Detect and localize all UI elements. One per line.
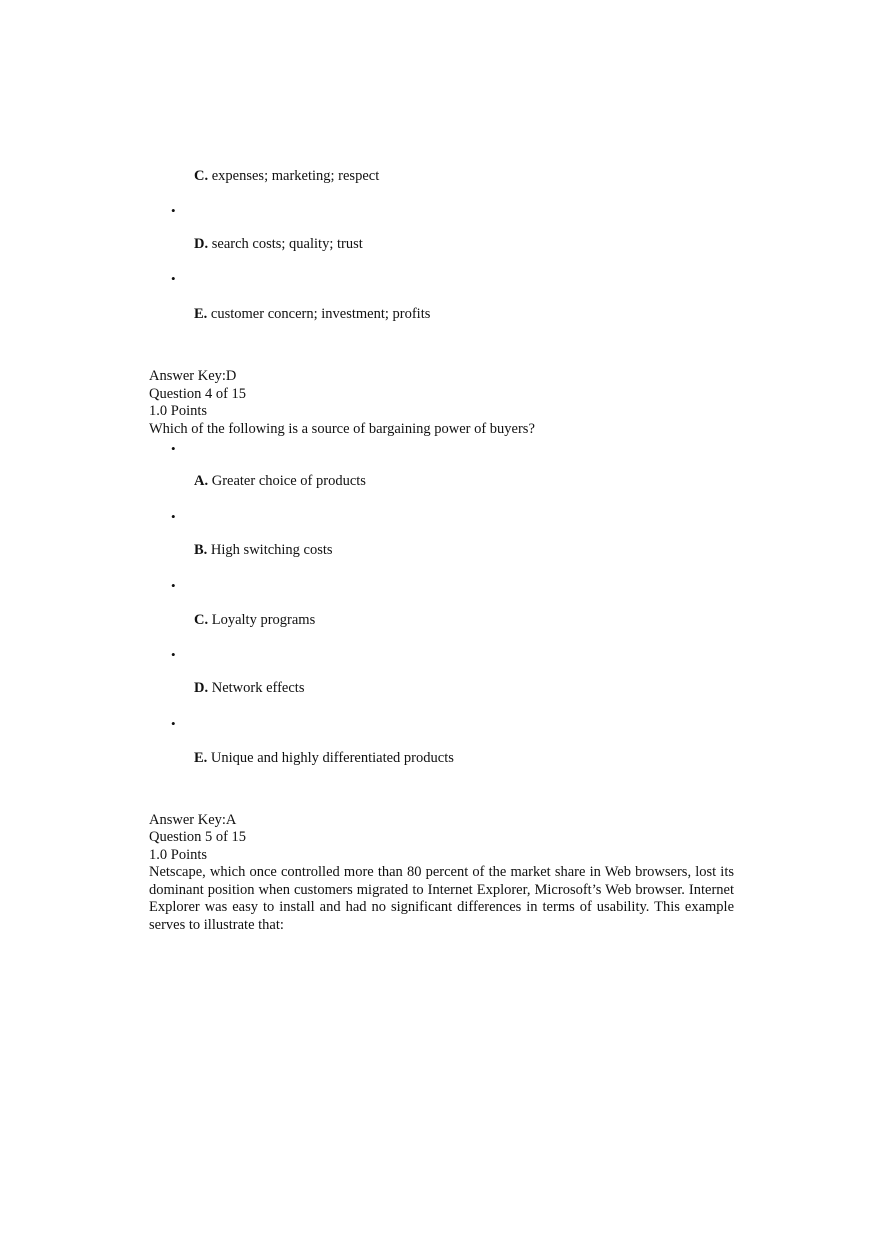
option-letter: D. bbox=[194, 680, 209, 696]
q3-option-d bbox=[194, 235, 363, 253]
q5-number: Question 5 of 15 bbox=[149, 829, 247, 845]
option-text: Unique and highly differentiated products bbox=[207, 750, 454, 766]
q4-number: Question 4 of 15 bbox=[149, 386, 247, 402]
option-letter: E. bbox=[194, 750, 208, 766]
q5-points: 1.0 Points bbox=[149, 847, 208, 863]
option-letter: C. bbox=[194, 612, 209, 628]
bullet-icon: • bbox=[171, 271, 176, 286]
q5-stem: Netscape, which once controlled more than 80 percent of the market share in Web browsers, lost its dominant position when customers migrated to Internet Explorer, Microsoft’s Web browser. Internet Explorer was easy to install and had no significant differences in terms of usability. This example serves to illustrate that: bbox=[149, 864, 734, 933]
option-text: search costs; quality; trust bbox=[208, 236, 363, 252]
bullet-icon: • bbox=[171, 647, 176, 662]
option-text: expenses; marketing; respect bbox=[208, 168, 380, 184]
option-letter: D. bbox=[194, 236, 209, 252]
q3-answer-key: Answer Key:D bbox=[149, 368, 237, 384]
option-letter: C. bbox=[194, 168, 209, 184]
q3-option-c bbox=[194, 167, 379, 185]
option-text: Loyalty programs bbox=[208, 612, 316, 628]
q4-points: 1.0 Points bbox=[149, 403, 208, 419]
q4-option-c bbox=[194, 611, 315, 629]
q4-answer-key: Answer Key:A bbox=[149, 812, 237, 828]
option-text: Network effects bbox=[208, 680, 305, 696]
bullet-icon: • bbox=[171, 716, 176, 731]
q4-option-e bbox=[194, 749, 454, 767]
bullet-icon: • bbox=[171, 578, 176, 593]
option-text: customer concern; investment; profits bbox=[207, 306, 431, 322]
option-letter: A. bbox=[194, 473, 209, 489]
q4-option-d bbox=[194, 679, 304, 697]
bullet-icon: • bbox=[171, 509, 176, 524]
option-text: High switching costs bbox=[207, 542, 333, 558]
option-letter: B. bbox=[194, 542, 208, 558]
bullet-icon: • bbox=[171, 441, 176, 456]
option-text: Greater choice of products bbox=[208, 473, 366, 489]
option-letter: E. bbox=[194, 306, 208, 322]
q4-option-a bbox=[194, 472, 366, 490]
q3-option-e bbox=[194, 305, 430, 323]
q4-option-b bbox=[194, 541, 333, 559]
bullet-icon: • bbox=[171, 203, 176, 218]
q4-stem: Which of the following is a source of bargaining power of buyers? bbox=[149, 421, 535, 437]
